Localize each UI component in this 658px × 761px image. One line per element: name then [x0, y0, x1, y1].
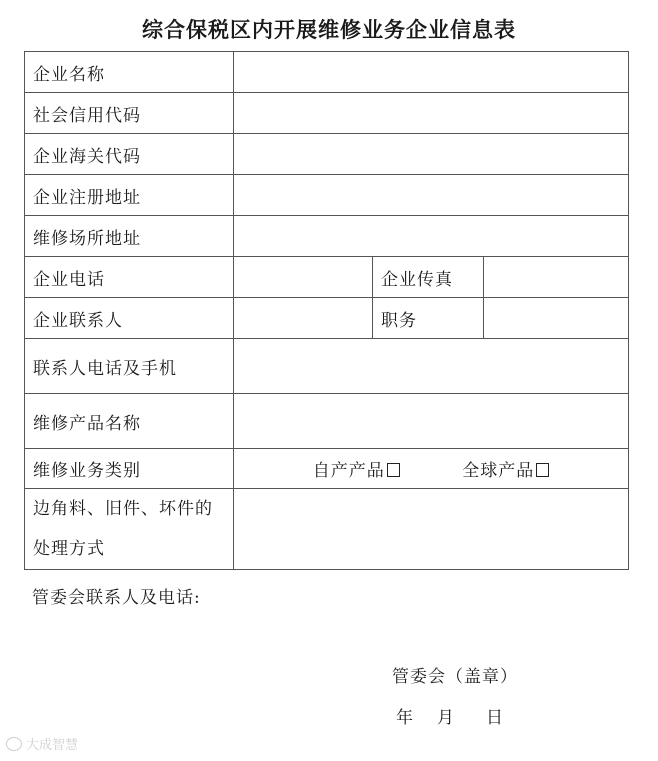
label-credit-code: 社会信用代码	[25, 93, 234, 134]
info-table	[24, 51, 629, 570]
table-row	[25, 339, 629, 394]
table-row	[25, 93, 629, 134]
table-row	[25, 52, 629, 93]
label-scrap-handling	[25, 489, 234, 570]
product-name-field[interactable]	[234, 394, 629, 449]
label-product-name: 维修产品名称	[25, 394, 234, 449]
date-day: 日	[486, 708, 504, 728]
table-row	[25, 489, 629, 570]
scrap-handling-field[interactable]	[234, 489, 629, 570]
form-title: 综合保税区内开展维修业务企业信息表	[142, 17, 516, 42]
own-products-option[interactable]	[313, 456, 400, 481]
table-row	[25, 216, 629, 257]
global-products-option[interactable]	[462, 456, 549, 481]
contact-field[interactable]	[234, 298, 373, 339]
position-field[interactable]	[484, 298, 629, 339]
table-row	[25, 134, 629, 175]
credit-code-field[interactable]	[234, 93, 629, 134]
table-row	[25, 298, 629, 339]
watermark-text: 大成智慧	[26, 738, 79, 753]
company-name-field[interactable]	[234, 52, 629, 93]
scrap-label-line1: 边角料、旧件、坏件的	[33, 499, 213, 519]
label-contact-phone: 联系人电话及手机	[25, 339, 234, 394]
registered-address-field[interactable]	[234, 175, 629, 216]
global-products-label: 全球产品	[462, 461, 535, 481]
table-row	[25, 394, 629, 449]
table-row	[25, 257, 629, 298]
table-row	[25, 175, 629, 216]
business-type-options	[234, 449, 629, 489]
phone-field[interactable]	[234, 257, 373, 298]
own-products-label: 自产产品	[312, 461, 385, 481]
date-month: 月	[437, 708, 455, 728]
scrap-label-line2: 处理方式	[33, 539, 105, 559]
label-registered-address: 企业注册地址	[25, 175, 234, 216]
label-fax: 企业传真	[373, 257, 484, 298]
seal-label: 管委会（盖章）	[392, 667, 518, 687]
label-position: 职务	[373, 298, 484, 339]
date-year: 年	[396, 708, 414, 728]
label-business-type: 维修业务类别	[25, 449, 234, 489]
fax-field[interactable]	[484, 257, 629, 298]
customs-code-field[interactable]	[234, 134, 629, 175]
label-customs-code: 企业海关代码	[25, 134, 234, 175]
table-row	[25, 449, 629, 489]
committee-contact-label: 管委会联系人及电话:	[32, 588, 201, 608]
watermark-logo-icon	[6, 737, 22, 751]
repair-site-address-field[interactable]	[234, 216, 629, 257]
watermark	[6, 734, 78, 753]
label-repair-site-address: 维修场所地址	[25, 216, 234, 257]
contact-phone-field[interactable]	[234, 339, 629, 394]
label-phone: 企业电话	[25, 257, 234, 298]
own-products-checkbox[interactable]	[387, 463, 400, 477]
label-company-name: 企业名称	[25, 52, 234, 93]
global-products-checkbox[interactable]	[536, 463, 549, 477]
label-contact: 企业联系人	[25, 298, 234, 339]
